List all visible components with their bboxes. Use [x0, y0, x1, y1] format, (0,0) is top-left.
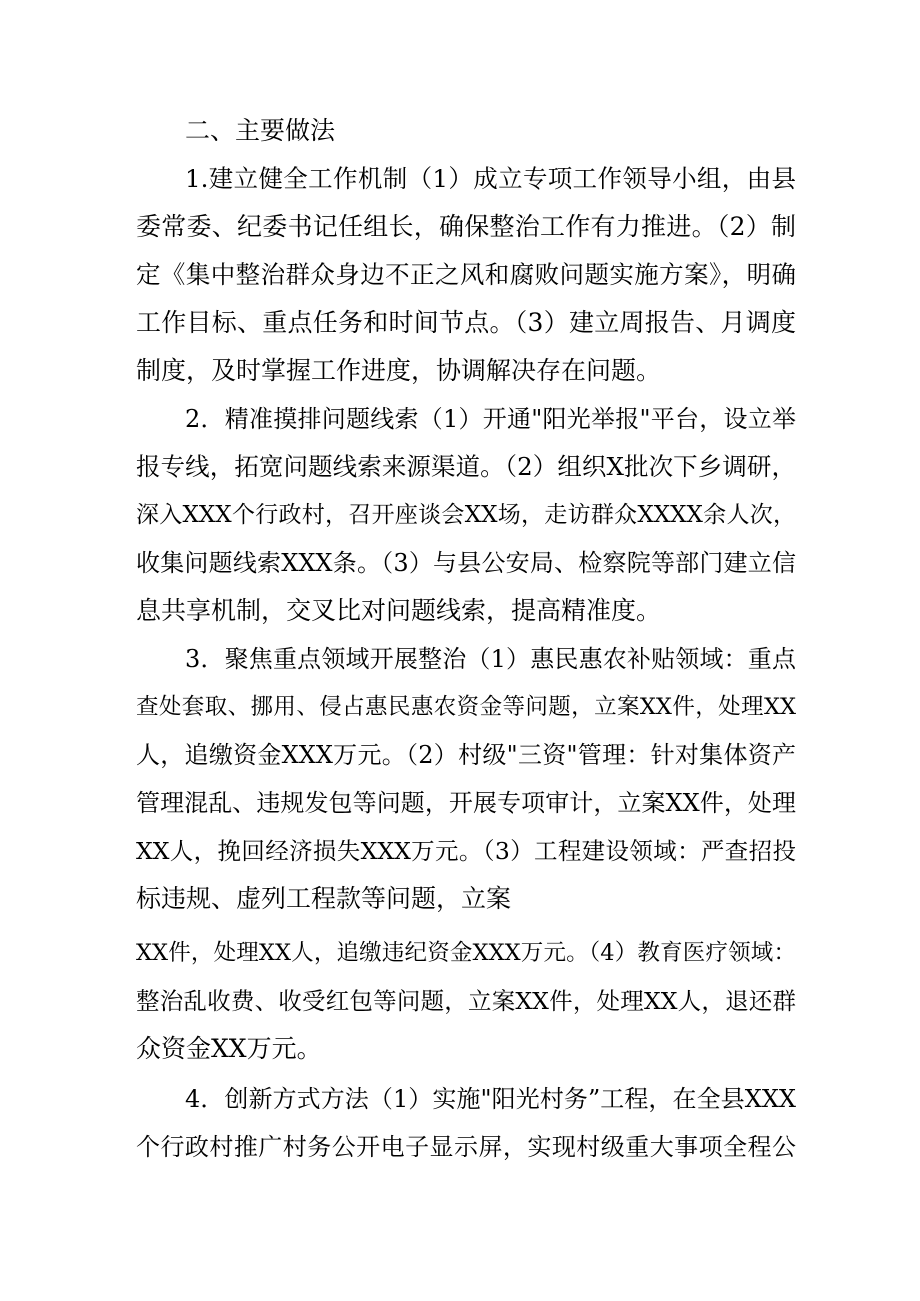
paragraph-3-line-7: XX件，处理XX人，追缴违纪资金XXX万元。（4）教育医疗领域：	[136, 940, 796, 966]
paragraph-1-line-4: 工作目标、重点任务和时间节点。（3）建立周报告、月调度	[136, 308, 796, 337]
paragraph-3-line-2: 查处套取、挪用、侵占惠民惠农资金等问题，立案XX件，处理XX	[136, 694, 796, 720]
paragraph-2-line-5: 息共享机制，交叉比对问题线索，提高精准度。	[136, 596, 662, 625]
paragraph-1-line-3: 定《集中整治群众身边不正之风和腐败问题实施方案》，明确	[136, 260, 796, 289]
paragraph-2-line-3: 深入XXX个行政村，召开座谈会XX场，走访群众XXXX余人次，	[136, 502, 796, 528]
paragraph-4-line-2: 个行政村推广村务公开电子显示屏，实现村级重大事项全程公	[136, 1133, 796, 1161]
paragraph-3-line-5: XX人，挽回经济损失XXX万元。（3）工程建设领域：严查招投	[136, 837, 796, 865]
section-heading: 二、主要做法	[185, 116, 336, 145]
paragraph-3-line-1: 3．聚焦重点领域开展整治（1）惠民惠农补贴领域：重点	[185, 645, 796, 673]
paragraph-3-line-3: 人，追缴资金XXX万元。（2）村级"三资"管理：针对集体资产	[136, 741, 796, 769]
paragraph-1-line-2: 委常委、纪委书记任组长，确保整治工作有力推进。（2）制	[136, 212, 796, 241]
paragraph-1-line-5: 制度，及时掌握工作进度，协调解决存在问题。	[136, 356, 662, 385]
paragraph-3-line-8: 整治乱收费、收受红包等问题，立案XX件，处理XX人，退还群	[136, 987, 796, 1015]
paragraph-4-line-1: 4．创新方式方法（1）实施"阳光村务”工程，在全县XXX	[185, 1085, 796, 1113]
paragraph-3-line-6: 标违规、虚列工程款等问题，立案	[136, 884, 512, 913]
paragraph-3-line-9: 众资金XX万元。	[136, 1034, 322, 1063]
paragraph-1-line-1: 1.建立健全工作机制（1）成立专项工作领导小组，由县	[185, 164, 796, 193]
paragraph-2-line-1: 2．精准摸排问题线索（1）开通"阳光举报"平台，设立举	[185, 405, 796, 433]
paragraph-2-line-4: 收集问题线索XXX条。（3）与县公安局、检察院等部门建立信	[136, 549, 796, 577]
paragraph-2-line-2: 报专线，拓宽问题线索来源渠道。（2）组织X批次下乡调研，	[136, 452, 796, 481]
paragraph-3-line-4: 管理混乱、违规发包等问题，开展专项审计，立案XX件，处理	[136, 789, 796, 817]
